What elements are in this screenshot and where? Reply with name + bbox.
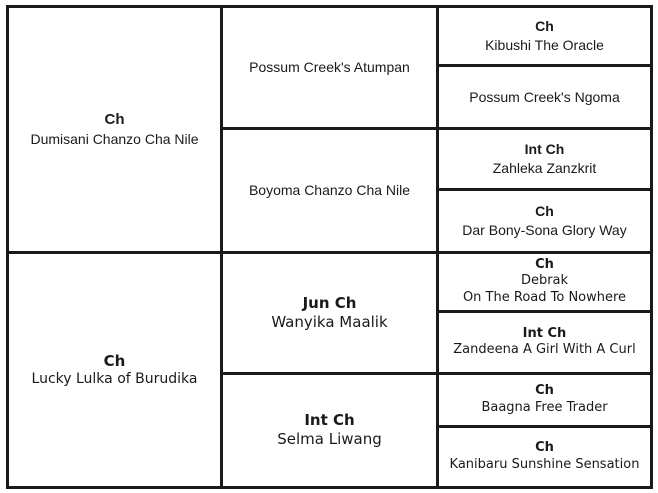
dam-cell (6, 251, 223, 489)
sire-sire-sire-cell (436, 5, 653, 67)
sire-dam-name: Boyoma Chanzo Cha Nile (248, 182, 411, 199)
sire-title: Ch (104, 111, 125, 129)
dam-sire-dam-title: Int Ch (522, 325, 567, 341)
dam-dam-dam-title: Ch (535, 440, 554, 456)
sire-sire-cell (220, 5, 439, 130)
dam-sire-sire-name-line2: On The Road To Nowhere (462, 290, 627, 306)
dam-title: Ch (103, 351, 126, 370)
sire-dam-dam-cell (436, 188, 653, 254)
dam-sire-dam-cell (436, 310, 653, 375)
dam-sire-dam-name: Zandeena A Girl With A Curl (453, 342, 636, 358)
sire-dam-sire-title: Int Ch (524, 141, 565, 158)
sire-dam-dam-title: Ch (535, 203, 554, 220)
dam-dam-cell (220, 372, 439, 489)
sire-sire-dam-cell (436, 64, 653, 130)
sire-cell (6, 5, 223, 254)
dam-sire-cell (220, 251, 439, 375)
dam-dam-dam-name: Kanibaru Sunshine Sensation (449, 456, 640, 472)
dam-sire-name: Wanyika Maalik (271, 312, 388, 331)
dam-dam-sire-title: Ch (535, 383, 554, 399)
dam-sire-sire-title: Ch (535, 256, 554, 272)
sire-sire-sire-name: Kibushi The Oracle (485, 36, 604, 53)
dam-dam-dam-cell (436, 425, 653, 489)
dam-dam-title: Int Ch (304, 411, 355, 430)
sire-sire-sire-title: Ch (535, 18, 554, 35)
sire-name: Dumisani Chanzo Cha Nile (30, 130, 199, 147)
dam-sire-sire-cell (436, 251, 653, 313)
dam-sire-title: Jun Ch (302, 293, 357, 312)
sire-dam-dam-name: Dar Bony-Sona Glory Way (462, 221, 627, 238)
dam-sire-sire-name-line1: Debrak (520, 273, 569, 289)
dam-dam-sire-cell (436, 372, 653, 428)
sire-dam-sire-name: Zahleka Zanzkrit (492, 159, 597, 176)
dam-name: Lucky Lulka of Burudika (31, 371, 198, 388)
dam-dam-sire-name: Baagna Free Trader (481, 399, 608, 415)
sire-dam-sire-cell (436, 127, 653, 191)
sire-sire-dam-name: Possum Creek's Ngoma (469, 88, 620, 105)
sire-dam-cell (220, 127, 439, 254)
sire-sire-name: Possum Creek's Atumpan (249, 59, 410, 76)
dam-dam-name: Selma Liwang (277, 430, 382, 449)
